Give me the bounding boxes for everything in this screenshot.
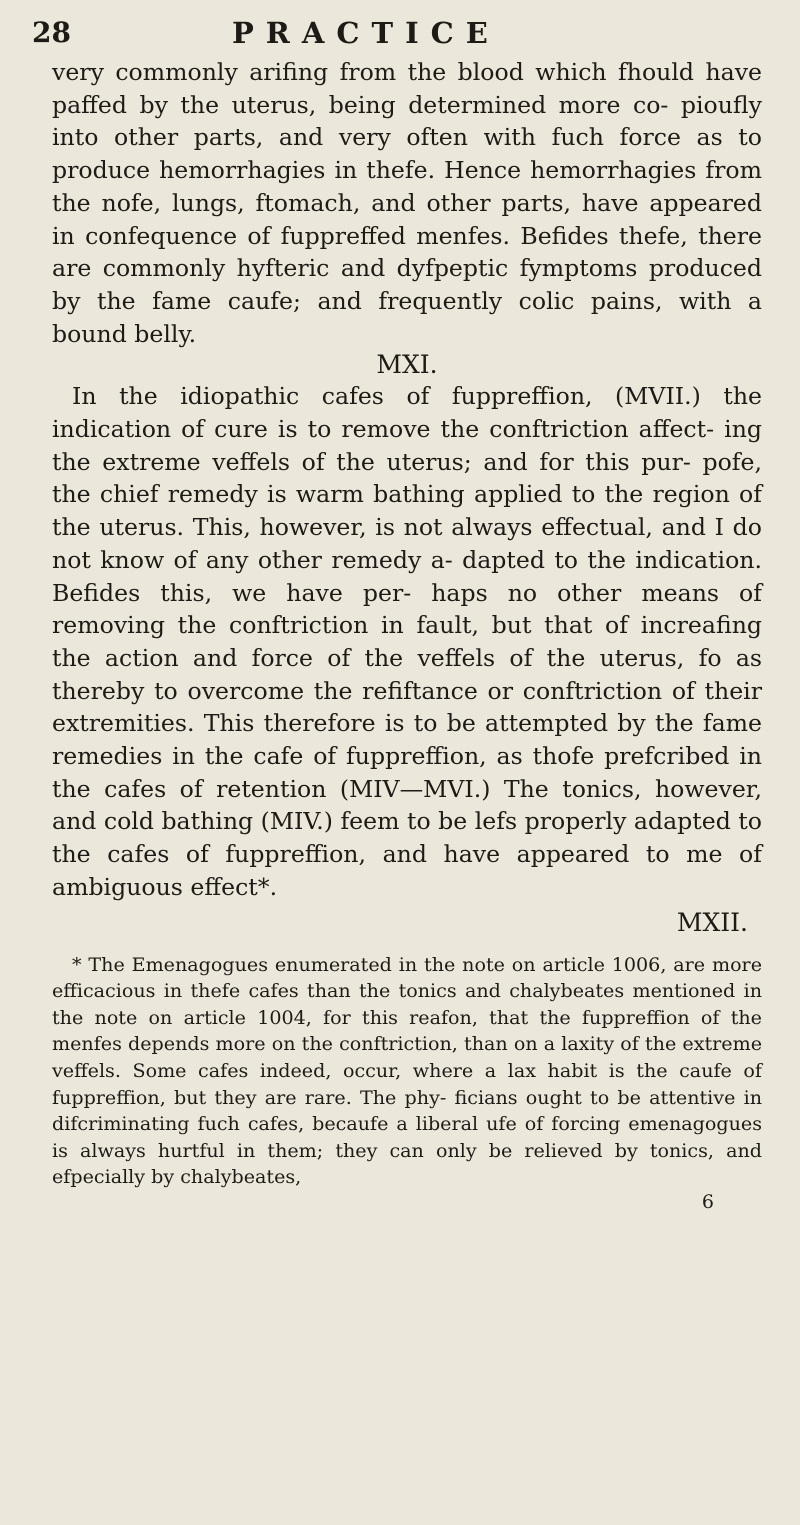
section-number-mxii: MXII. (676, 907, 748, 937)
footnote: * The Emenagogues enumerated in the note on article 1006, are more efficacious in thefe cafes than the tonics and chalybeates mentioned in the note on article 1004, for this reafon, that the fuppreffion of the menfes depends more on the conftriction, than on a laxity of the extreme veffels. Some cafes indeed, occur, where a lax habit is the caufe of fuppreffion, but they are rare. The phy- ficians ought to be attentive in difcriminating fuch cafes, becaufe a liberal ufe of forcing emenagogues is always hurtful in them; they can only be relieved by tonics, and efpecially by chalybeates, (52, 952, 762, 1189)
catchword: 6 (701, 1190, 714, 1213)
book-page (32, 16, 762, 1506)
running-title: PRACTICE (232, 16, 500, 50)
section-number-mxi: MXI. (376, 350, 438, 380)
running-head (32, 16, 762, 56)
paragraph-continued: very commonly arifing from the blood which fhould have paffed by the uterus, being determined more co- pioufly into other parts, and very often with fuch force as to produce hemorrhagies in thefe. Hence hemorrhagies from the nofe, lungs, ftomach, and other parts, have appeared in confequence of fuppreffed menfes. Befides thefe, there are commonly hyfteric and dyfpeptic fymptoms produced by the fame caufe; and frequently colic pains, with a bound belly. (52, 58, 762, 348)
page-number: 28 (32, 16, 71, 49)
paragraph-mxi: In the idiopathic cafes of fuppreffion, (MVII.) the indication of cure is to remove the conftriction affect- ing the extreme veffels of the uterus; and for this pur- pofe, the chief remedy is warm bathing applied to the region of the uterus. This, however, is not always effectual, and I do not know of any other remedy a- dapted to the indication. Befides this, we have per- haps no other means of removing the conftriction in fault, but that of increafing the action and force of the veffels of the uterus, fo as thereby to overcome the refiftance or conftriction of their extremities. This therefore is to be attempted by the fame remedies in the cafe of fuppreffion, as thofe prefcribed in the cafes of retention (MIV—MVI.) The tonics, however, and cold bathing (MIV.) feem to be lefs properly adapted to the cafes of fuppreffion, and have appeared to me of ambiguous effect*. (52, 382, 762, 901)
